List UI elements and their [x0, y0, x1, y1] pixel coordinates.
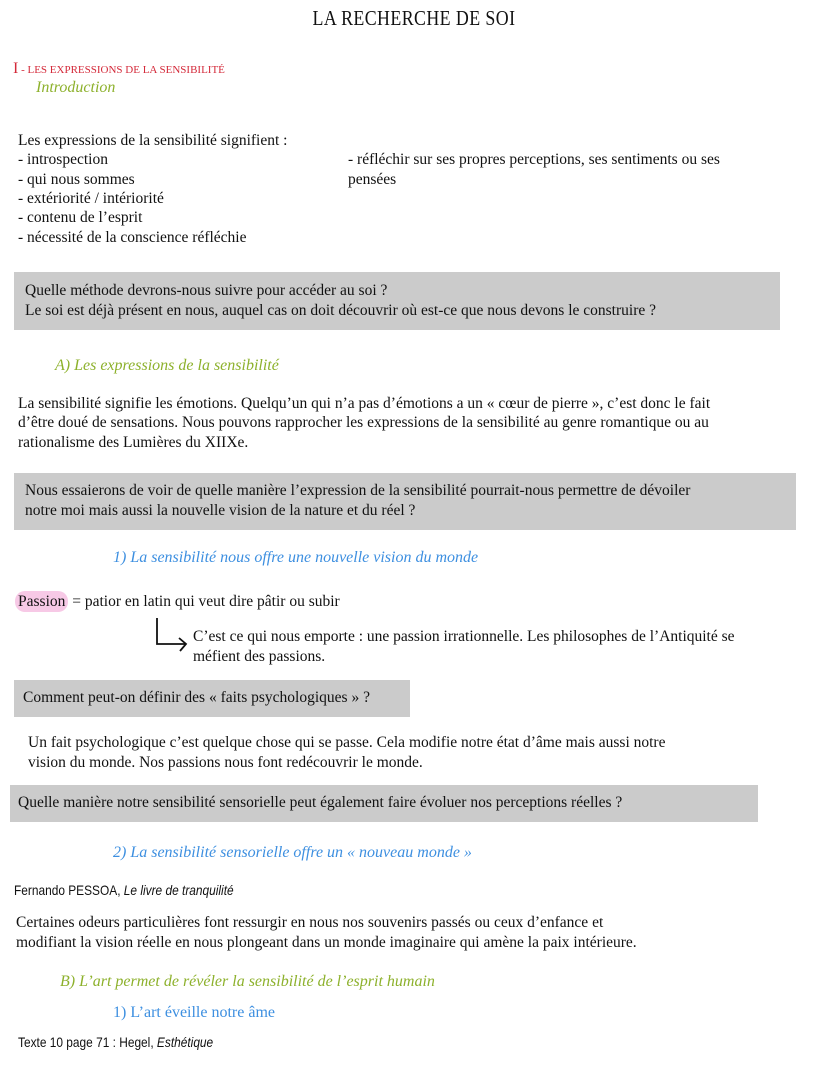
paragraph-line: Un fait psychologique c’est quelque chose qui se passe. Cela modifie notre état d’âme mais aussi notre: [28, 734, 666, 751]
highlighted-term: Passion: [15, 591, 68, 612]
paragraph-line: modifiant la vision réelle en nous plongeant dans un monde imaginaire qui amène la paix intérieure.: [16, 934, 637, 951]
section-label: - LES EXPRESSIONS DE LA SENSIBILITÉ: [18, 64, 225, 76]
list-item: - introspection: [18, 151, 108, 168]
list-item: - qui nous sommes: [18, 171, 135, 188]
list-right: - réfléchir sur ses propres perceptions, ses sentiments ou ses: [348, 151, 720, 168]
intro-heading: Introduction: [36, 79, 116, 96]
page-title: LA RECHERCHE DE SOI: [312, 6, 516, 30]
definition-text: = patior en latin qui veut dire pâtir ou subir: [68, 593, 340, 610]
passion-definition: [18, 592, 340, 612]
question-line: Nous essaierons de voir de quelle manière l’expression de la sensibilité pourrait-nous permettre de dévoiler: [25, 482, 691, 499]
question-line: notre moi mais aussi la nouvelle vision de la nature et du réel ?: [25, 502, 416, 519]
question-line: Le soi est déjà présent en nous, auquel cas on doit découvrir où est-ce que nous devons le construire ?: [25, 302, 657, 319]
paragraph-line: d’être doué de sensations. Nous pouvons rapprocher les expressions de la sensibilité au genre romantique ou au: [18, 414, 709, 431]
subsection-1-heading: 1) La sensibilité nous offre une nouvelle vision du monde: [113, 549, 479, 566]
section-numeral: I: [13, 60, 19, 77]
list-item: - extériorité / intériorité: [18, 190, 164, 207]
reference-text: Texte 10 page 71 : Hegel,: [18, 1034, 157, 1050]
work-title: Le livre de tranquilité: [123, 882, 234, 898]
question-line: Comment peut-on définir des « faits psychologiques » ?: [23, 689, 370, 706]
list-lead: Les expressions de la sensibilité signifient :: [18, 132, 288, 149]
paragraph-line: vision du monde. Nos passions nous font redécouvrir le monde.: [28, 754, 423, 771]
arrow-icon: [152, 616, 192, 652]
consequence-line: méfient des passions.: [193, 648, 326, 665]
paragraph-line: Certaines odeurs particulières font ressurgir en nous nos souvenirs passés ou ceux d’enfance et: [16, 914, 604, 931]
author-name: Fernando PESSOA,: [14, 882, 124, 898]
list-right: pensées: [348, 171, 397, 188]
part-b-heading: B) L’art permet de révéler la sensibilité de l’esprit humain: [60, 973, 435, 990]
paragraph-line: La sensibilité signifie les émotions. Quelqu’un qui n’a pas d’émotions a un « cœur de pierre », c’est donc le fait: [18, 395, 711, 412]
subsection-2-heading: 2) La sensibilité sensorielle offre un « nouveau monde »: [113, 844, 472, 861]
text-reference: [18, 1033, 213, 1053]
part-b-subsection-heading: 1) L’art éveille notre âme: [113, 1004, 275, 1021]
list-item: - nécessité de la conscience réfléchie: [18, 229, 247, 246]
reference-work: Esthétique: [156, 1034, 214, 1050]
list-item: - contenu de l’esprit: [18, 209, 143, 226]
question-line: Quelle manière notre sensibilité sensorielle peut également faire évoluer nos perceptions réelles ?: [18, 794, 623, 811]
question-line: Quelle méthode devrons-nous suivre pour accéder au soi ?: [25, 282, 388, 299]
part-a-heading: A) Les expressions de la sensibilité: [55, 357, 279, 374]
paragraph-line: rationalisme des Lumières du XIIXe.: [18, 434, 249, 451]
author-reference: [14, 881, 234, 901]
consequence-line: C’est ce qui nous emporte : une passion irrationnelle. Les philosophes de l’Antiquité se: [193, 628, 735, 645]
